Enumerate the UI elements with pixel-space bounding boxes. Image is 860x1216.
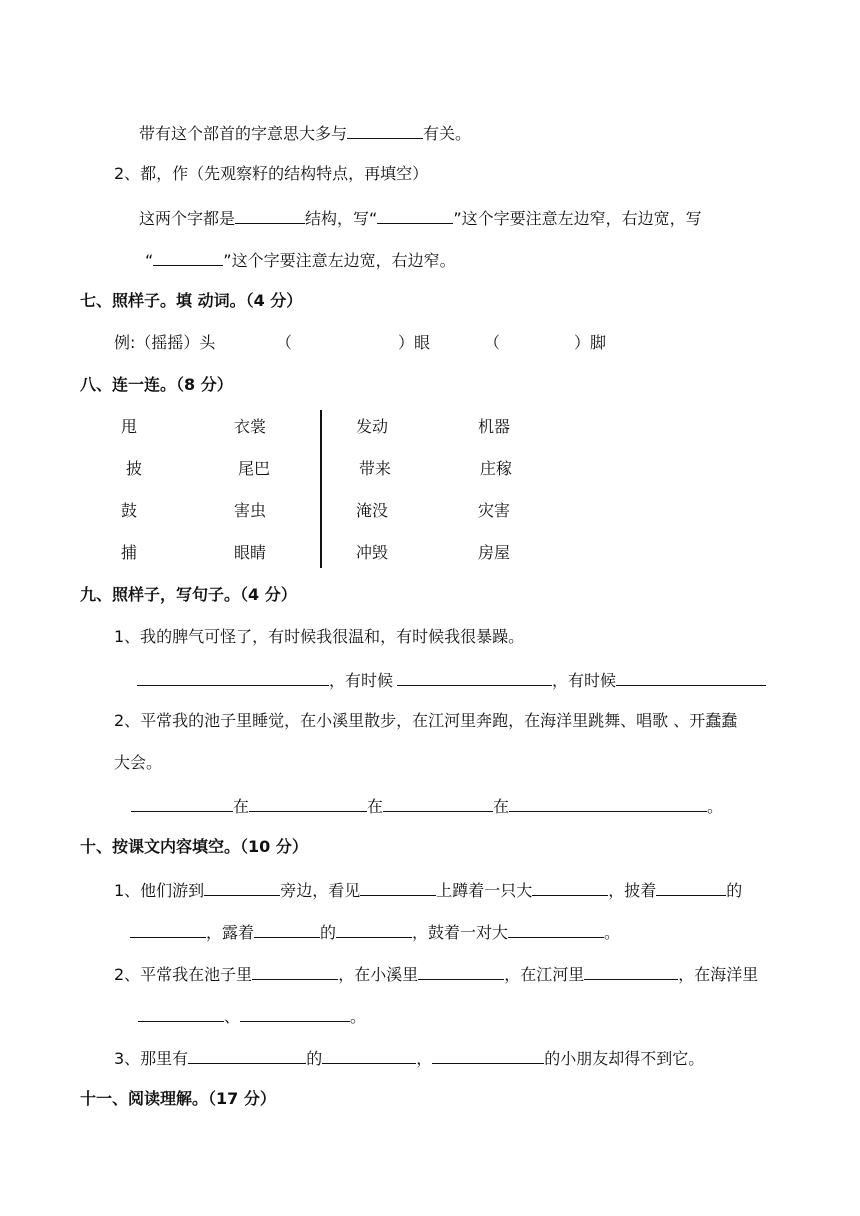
section-8-heading: 八、连一连。（8 分） <box>80 375 233 394</box>
section-9-heading: 九、照样子，写句子。（4 分） <box>80 585 297 604</box>
answer-blank[interactable] <box>656 878 726 896</box>
s7-paren-close-2: ）脚 <box>574 333 607 352</box>
s9-question-1: 1、我的脾气可怪了，有时候我很温和，有时候我很暴躁。 <box>114 627 525 646</box>
s9-answer-2: 在 在 在 。 <box>131 794 723 818</box>
column-divider <box>320 410 322 568</box>
answer-blank[interactable] <box>131 794 233 812</box>
answer-blank[interactable] <box>249 794 367 812</box>
s10-question-1a: 1、他们游到 旁边，看见 上蹲着一只大 ，披着 的 <box>114 878 742 902</box>
answer-blank[interactable] <box>137 668 329 686</box>
section-11-heading: 十一、阅读理解。（17 分） <box>80 1089 276 1108</box>
answer-blank[interactable] <box>532 878 608 896</box>
answer-blank[interactable] <box>383 794 493 812</box>
s10-question-2b: 、 。 <box>138 1004 366 1028</box>
match-word[interactable]: 房屋 <box>478 543 511 562</box>
s9-answer-1: ，有时候 ，有时候 <box>137 668 766 692</box>
answer-blank[interactable] <box>347 121 423 139</box>
s7-paren-open-2: （ <box>484 333 501 352</box>
s7-paren-open-1: （ <box>276 333 293 352</box>
answer-blank[interactable] <box>418 962 504 980</box>
match-word[interactable]: 冲毁 <box>356 543 389 562</box>
s7-paren-close-1: ）眼 <box>398 333 431 352</box>
match-word[interactable]: 发动 <box>356 417 389 436</box>
s7-example: 例:（摇摇）头 <box>114 333 216 352</box>
section-7-heading: 七、照样子。填 动词。（4 分） <box>80 291 303 310</box>
answer-blank[interactable] <box>254 920 320 938</box>
match-word[interactable]: 庄稼 <box>480 459 513 478</box>
match-word[interactable]: 甩 <box>121 417 138 436</box>
s6-question-2: 2、都，作（先观察籽的结构特点，再填空） <box>114 164 429 183</box>
answer-blank[interactable] <box>336 920 412 938</box>
match-word[interactable]: 鼓 <box>121 501 138 520</box>
match-word[interactable]: 眼睛 <box>234 543 267 562</box>
s6-line-4: “ ”这个字要注意左边宽，右边窄。 <box>145 248 456 272</box>
match-word[interactable]: 害虫 <box>234 501 267 520</box>
answer-blank[interactable] <box>153 248 223 266</box>
match-word[interactable]: 捕 <box>121 543 138 562</box>
match-word[interactable]: 衣裳 <box>234 417 267 436</box>
answer-blank[interactable] <box>204 878 280 896</box>
s7-answer-slot-1[interactable] <box>292 332 396 354</box>
s9-question-2b: 大会。 <box>114 753 163 772</box>
answer-blank[interactable] <box>240 1004 350 1022</box>
answer-blank[interactable] <box>377 206 453 224</box>
answer-blank[interactable] <box>584 962 678 980</box>
answer-blank[interactable] <box>432 1046 544 1064</box>
answer-blank[interactable] <box>397 668 552 686</box>
answer-blank[interactable] <box>252 962 338 980</box>
answer-blank[interactable] <box>235 206 305 224</box>
answer-blank[interactable] <box>616 668 766 686</box>
match-word[interactable]: 淹没 <box>356 501 389 520</box>
answer-blank[interactable] <box>509 794 707 812</box>
s9-question-2a: 2、平常我的池子里睡觉，在小溪里散步，在江河里奔跑，在海洋里跳舞、唱歌 、开蠢蠢 <box>114 711 738 730</box>
answer-blank[interactable] <box>130 920 206 938</box>
match-word[interactable]: 披 <box>126 459 143 478</box>
s10-question-3: 3、那里有 的 ， 的小朋友却得不到它。 <box>114 1046 704 1070</box>
answer-blank[interactable] <box>322 1046 416 1064</box>
section-10-heading: 十、按课文内容填空。（10 分） <box>80 837 308 856</box>
match-word[interactable]: 带来 <box>359 459 392 478</box>
match-word[interactable]: 机器 <box>478 417 511 436</box>
answer-blank[interactable] <box>508 920 604 938</box>
match-word[interactable]: 尾巴 <box>238 459 271 478</box>
answer-blank[interactable] <box>188 1046 306 1064</box>
s6-line-1: 带有这个部首的字意思大多与 有关。 <box>139 121 471 145</box>
s10-question-2a: 2、平常我在池子里 ，在小溪里 ，在江河里 ，在海洋里 <box>114 962 758 986</box>
s10-question-1b: ，露着 的 ，鼓着一对大 。 <box>130 920 620 944</box>
answer-blank[interactable] <box>360 878 436 896</box>
answer-blank[interactable] <box>138 1004 224 1022</box>
s6-line-3: 这两个字都是 结构，写“ ”这个字要注意左边窄，右边宽，写 <box>139 206 702 230</box>
s7-answer-slot-2[interactable] <box>500 332 572 354</box>
match-word[interactable]: 灾害 <box>478 501 511 520</box>
